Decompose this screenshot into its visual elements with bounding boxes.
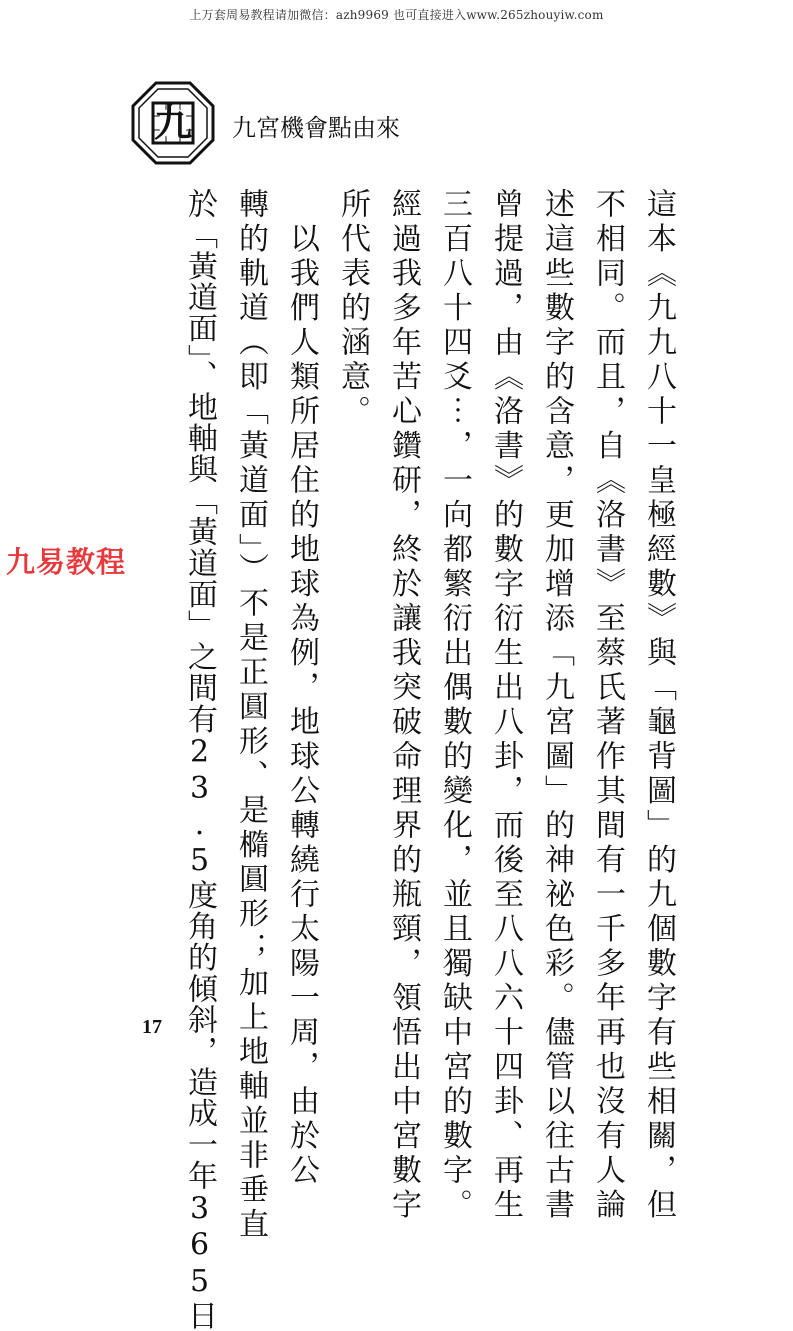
vertical-body-text <box>164 188 676 1331</box>
text-column-3: 述這些數字的含意，更加增添「九宮圖」的神祕色彩。儘管以往古書 <box>539 188 574 1223</box>
text-column-1: 這本《九九八十一皇極經數》與「龜背圖」的九個數字有些相關，但 <box>641 188 676 1223</box>
chapter-title: 九宮機會點由來 <box>232 114 400 142</box>
text-column-2: 不相同。而且，自《洛書》至蔡氏著作其間有一千多年再也沒有人論 <box>590 188 625 1223</box>
watermark-label: 九易教程 <box>6 545 127 579</box>
chapter-emblem <box>130 80 216 166</box>
text-column-8: 以我們人類所居住的地球為例，地球公轉繞行太陽一周，由於公 <box>284 188 319 1189</box>
text-column-6: 經過我多年苦心鑽研，終於讓我突破命理界的瓶頸，領悟出中宮數字 <box>386 188 421 1223</box>
text-column-7: 所代表的涵意。 <box>335 188 370 430</box>
text-column-9: 轉的軌道︵即「黃道面」︶不是正圓形、是橢圓形；加上地軸並非垂直 <box>233 188 268 1243</box>
page-number: 17 <box>142 1016 162 1038</box>
emblem-character: 九 <box>153 100 192 145</box>
text-column-5: 三百八十四爻⋯，一向都繁衍出偶數的變化，並且獨缺中宮的數字。 <box>437 188 472 1223</box>
text-column-10: 於「黃道面」、地軸與「黃道面」之間有23.5度角的傾斜，造成一年365日 <box>182 188 217 1331</box>
header-note: 上万套周易教程请加微信：azh9969 也可直接进入www.265zhouyiw.com <box>189 8 604 22</box>
text-column-4: 曾提過，由《洛書》的數字衍生出八卦，而後至八八六十四卦、再生 <box>488 188 523 1223</box>
